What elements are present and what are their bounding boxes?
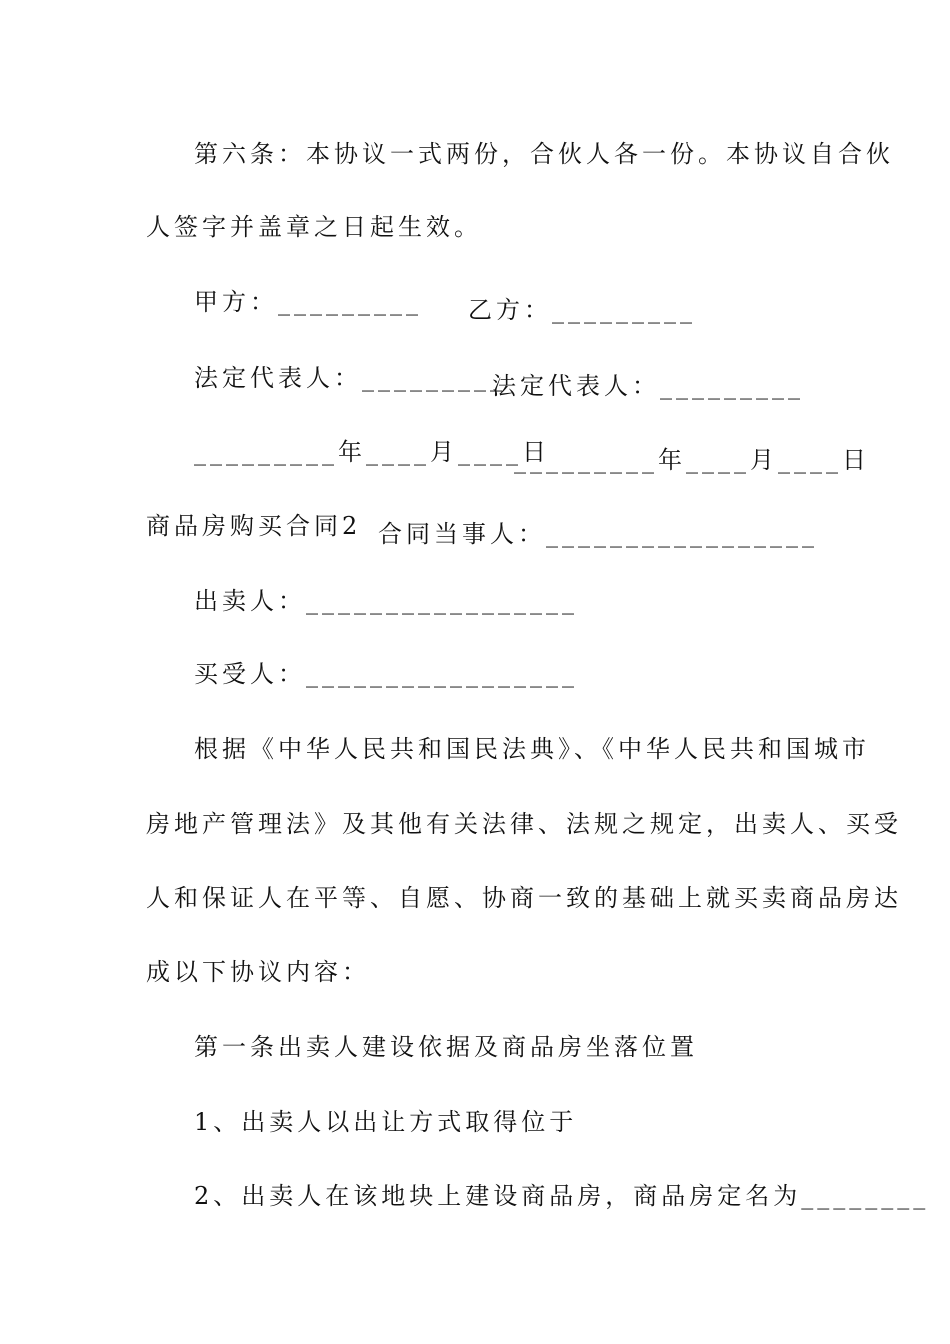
party-a-signature: 甲方：_________ — [194, 288, 422, 316]
item-1: 1、出卖人以出让方式取得位于 — [194, 1108, 578, 1136]
item-2: 2、出卖人在该地块上建设商品房，商品房定名为________ — [194, 1182, 930, 1210]
paragraph-line-4: 成以下协议内容： — [146, 958, 370, 986]
party-b-signature: 乙方：_________ — [468, 296, 696, 324]
article-6-line-1: 第六条：本协议一式两份，合伙人各一份。本协议自合伙 — [194, 140, 894, 168]
buyer-line: 买受人：_________________ — [194, 660, 578, 688]
rep-a-signature: 法定代表人：_________ — [194, 364, 506, 392]
contract-title: 商品房购买合同2 — [146, 512, 362, 540]
rep-b-signature: 法定代表人：_________ — [492, 372, 804, 400]
paragraph-line-2: 房地产管理法》及其他有关法律、法规之规定，出卖人、买受 — [146, 810, 902, 838]
seller-line: 出卖人：_________________ — [194, 587, 578, 615]
contract-parties: 合同当事人：_________________ — [378, 520, 818, 548]
article-1-title: 第一条出卖人建设依据及商品房坐落位置 — [194, 1033, 698, 1061]
date-b: _________年____月____日 — [514, 446, 870, 474]
article-6-line-2: 人签字并盖章之日起生效。 — [146, 213, 482, 241]
paragraph-line-1: 根据《中华人民共和国民法典》、《中华人民共和国城市 — [194, 735, 870, 763]
paragraph-line-3: 人和保证人在平等、自愿、协商一致的基础上就买卖商品房达 — [146, 884, 902, 912]
date-a: _________年____月____日 — [194, 438, 550, 466]
